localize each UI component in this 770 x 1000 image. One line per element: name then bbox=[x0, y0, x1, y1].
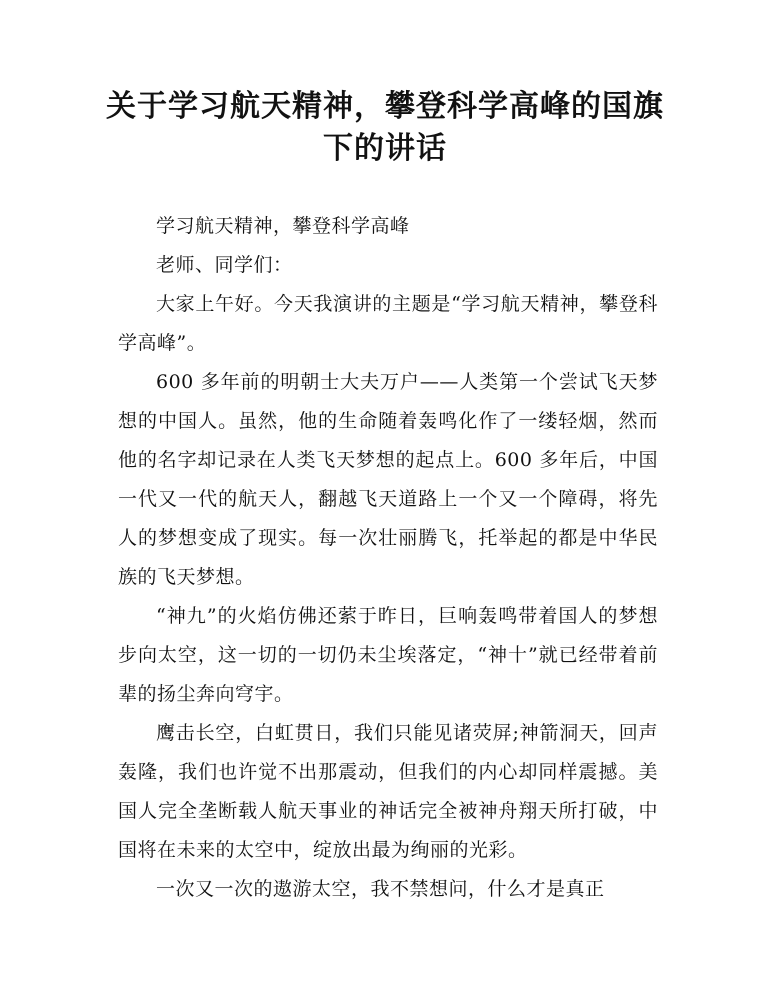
paragraph-history: 600 多年前的明朝士大夫万户——人类第一个尝试飞天梦想的中国人。虽然，他的生命随着轰鸣化作了一缕轻烟，然而他的名字却记录在人类飞天梦想的起点上。600 多年后，中国一代又一代的航天人，翻越飞天道路上一个又一个障碍，将先人的梦想变成了现实。每一次壮丽腾飞，托举起的都是中华民族的飞天梦想。 bbox=[118, 371, 658, 588]
document-title: 关于学习航天精神，攀登科学高峰的国旗下的讲话 bbox=[106, 89, 664, 166]
paragraph-greeting: 老师、同学们： bbox=[156, 254, 293, 276]
document-body bbox=[118, 207, 658, 909]
paragraph-subtitle: 学习航天精神，攀登科学高峰 bbox=[156, 215, 410, 237]
paragraph-eagle: 鹰击长空，白虹贯日，我们只能见诸荧屏;神箭洞天，回声轰隆，我们也许觉不出那震动，但我们的内心却同样震撼。美国人完全垄断载人航天事业的神话完全被神舟翔天所打破，中国将在未来的太空中，绽放出最为绚丽的光彩。 bbox=[118, 722, 658, 861]
paragraph-shenjiu: “神九”的火焰仿佛还萦于昨日，巨响轰鸣带着国人的梦想步向太空，这一切的一切仍未尘埃落定，“神十”就已经带着前辈的扬尘奔向穹宇。 bbox=[118, 605, 658, 705]
paragraph-intro: 大家上午好。今天我演讲的主题是“学习航天精神，攀登科学高峰”。 bbox=[118, 293, 658, 354]
paragraph-closing: 一次又一次的遨游太空，我不禁想问，什么才是真正 bbox=[156, 878, 605, 900]
